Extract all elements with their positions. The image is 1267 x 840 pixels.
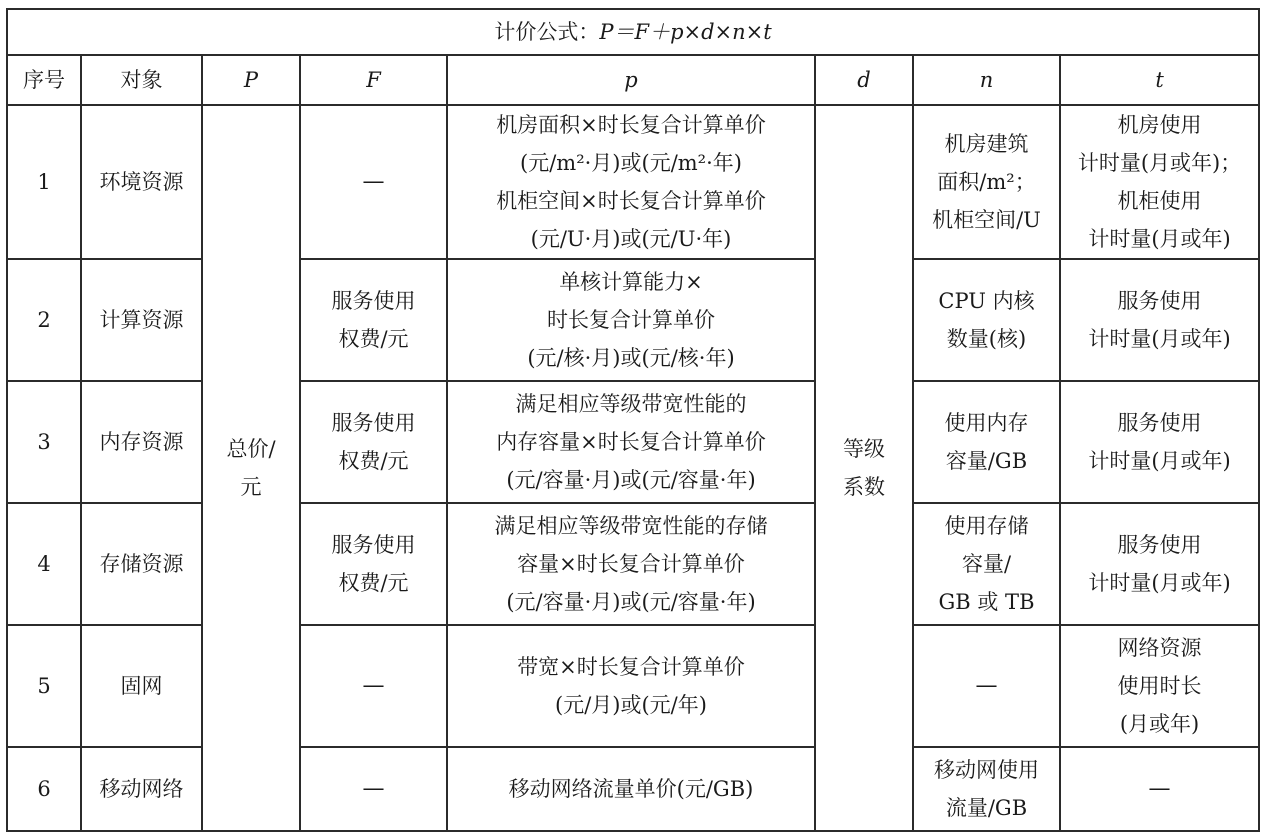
row-p-line: 移动网络流量单价(元/GB): [508, 777, 754, 801]
row-t-line: 网络资源: [1117, 636, 1202, 660]
header-p: p: [447, 55, 815, 105]
formula-row: [7, 9, 1259, 55]
total-price-cell: [202, 105, 300, 831]
row-n-line: 使用内存: [944, 411, 1029, 435]
row-p: [447, 625, 815, 747]
row-n-line: 容量/GB: [945, 449, 1028, 473]
row-F: [300, 381, 447, 503]
row-n: [913, 381, 1060, 503]
row-p-line: 满足相应等级带宽性能的存储: [494, 514, 768, 538]
total-price-cell-line: 总价/: [226, 437, 276, 461]
row-F-line: —: [362, 776, 385, 801]
row-index: 6: [7, 747, 81, 831]
table-row: [7, 381, 1259, 503]
row-n-line: 使用存储: [944, 514, 1029, 538]
pricing-table-container: [6, 8, 1260, 832]
row-n-line: 面积/m²；: [937, 170, 1036, 194]
row-n: [913, 747, 1060, 831]
row-n: [913, 259, 1060, 381]
row-t-line: 机柜使用: [1117, 189, 1202, 213]
row-p-line: 时长复合计算单价: [547, 308, 715, 332]
row-t-line: 机房使用: [1117, 113, 1202, 137]
row-n-line: 移动网使用: [934, 758, 1039, 782]
row-F-line: 服务使用: [331, 411, 416, 435]
row-F-line: —: [362, 673, 385, 698]
header-row: [7, 55, 1259, 105]
row-F-line: —: [362, 169, 385, 194]
row-F: [300, 625, 447, 747]
row-n: [913, 503, 1060, 625]
table-row: [7, 105, 1259, 259]
row-p-line: (元/m²·月)或(元/m²·年): [520, 151, 742, 175]
table-body: [7, 105, 1259, 831]
table-row: [7, 625, 1259, 747]
row-t: [1060, 381, 1259, 503]
row-F-line: 服务使用: [331, 289, 416, 313]
header-P: P: [202, 55, 300, 105]
row-t: [1060, 625, 1259, 747]
row-n-line: 机柜空间/U: [932, 208, 1041, 232]
row-t-line: 服务使用: [1117, 533, 1202, 557]
row-index: 4: [7, 503, 81, 625]
row-n: [913, 105, 1060, 259]
row-t-line: 使用时长: [1117, 674, 1202, 698]
table-row: [7, 503, 1259, 625]
row-t-line: (月或年): [1119, 712, 1200, 736]
row-n-line: 流量/GB: [945, 796, 1028, 820]
row-t-line: 计时量(月或年): [1088, 227, 1231, 251]
header-d: d: [815, 55, 913, 105]
row-object: 环境资源: [81, 105, 202, 259]
row-p: [447, 747, 815, 831]
row-F-line: 服务使用: [331, 533, 416, 557]
row-F: [300, 259, 447, 381]
row-t-line: 计时量(月或年)；: [1077, 151, 1242, 175]
grade-coefficient-cell-line: 系数: [843, 475, 885, 499]
row-p-line: 机柜空间×时长复合计算单价: [496, 189, 766, 213]
row-index: 2: [7, 259, 81, 381]
row-t: [1060, 503, 1259, 625]
row-n-line: 机房建筑: [944, 132, 1029, 156]
row-t-line: 计时量(月或年): [1088, 571, 1231, 595]
row-p: [447, 381, 815, 503]
row-p-line: (元/容量·月)或(元/容量·年): [506, 468, 756, 492]
row-F: [300, 105, 447, 259]
row-p-line: (元/月)或(元/年): [555, 693, 707, 717]
row-object: 移动网络: [81, 747, 202, 831]
row-t-line: 计时量(月或年): [1088, 327, 1231, 351]
row-p-line: (元/容量·月)或(元/容量·年): [506, 590, 756, 614]
row-n-line: 容量/: [961, 552, 1012, 576]
row-t-line: —: [1148, 776, 1171, 801]
header-n: n: [913, 55, 1060, 105]
row-t-line: 计时量(月或年): [1088, 449, 1231, 473]
row-p: [447, 105, 815, 259]
row-p-line: 容量×时长复合计算单价: [517, 552, 745, 576]
row-n-line: CPU 内核: [938, 289, 1035, 313]
row-F: [300, 747, 447, 831]
header-F: F: [300, 55, 447, 105]
grade-coefficient-cell-line: 等级: [843, 437, 885, 461]
row-p-line: 满足相应等级带宽性能的: [515, 392, 747, 416]
row-object: 固网: [81, 625, 202, 747]
header-object: 对象: [81, 55, 202, 105]
row-t-line: 服务使用: [1117, 411, 1202, 435]
row-t: [1060, 105, 1259, 259]
row-p-line: (元/核·月)或(元/核·年): [527, 346, 735, 370]
row-p-line: 单核计算能力×: [559, 270, 703, 294]
row-t-line: 服务使用: [1117, 289, 1202, 313]
row-F-line: 权费/元: [338, 327, 409, 351]
row-p-line: 内存容量×时长复合计算单价: [496, 430, 766, 454]
formula-expression: P＝F＋p×d×n×t: [599, 20, 772, 44]
formula-caption: [7, 9, 1259, 55]
row-n-line: GB 或 TB: [938, 590, 1035, 614]
row-index: 3: [7, 381, 81, 503]
row-index: 5: [7, 625, 81, 747]
row-index: 1: [7, 105, 81, 259]
row-object: 存储资源: [81, 503, 202, 625]
row-p: [447, 503, 815, 625]
row-n: [913, 625, 1060, 747]
row-p-line: (元/U·月)或(元/U·年): [530, 227, 732, 251]
row-F-line: 权费/元: [338, 449, 409, 473]
row-n-line: 数量(核): [946, 327, 1027, 351]
table-row: [7, 259, 1259, 381]
header-index: 序号: [7, 55, 81, 105]
row-p-line: 机房面积×时长复合计算单价: [496, 113, 766, 137]
row-t: [1060, 747, 1259, 831]
total-price-cell-line: 元: [240, 475, 262, 499]
row-F-line: 权费/元: [338, 571, 409, 595]
row-n-line: —: [975, 673, 998, 698]
formula-prefix: 计价公式：: [494, 20, 600, 44]
row-F: [300, 503, 447, 625]
row-object: 内存资源: [81, 381, 202, 503]
table-row: [7, 747, 1259, 831]
header-t: t: [1060, 55, 1259, 105]
grade-coefficient-cell: [815, 105, 913, 831]
row-object: 计算资源: [81, 259, 202, 381]
row-p: [447, 259, 815, 381]
row-t: [1060, 259, 1259, 381]
row-p-line: 带宽×时长复合计算单价: [517, 655, 745, 679]
pricing-table: [6, 8, 1260, 832]
